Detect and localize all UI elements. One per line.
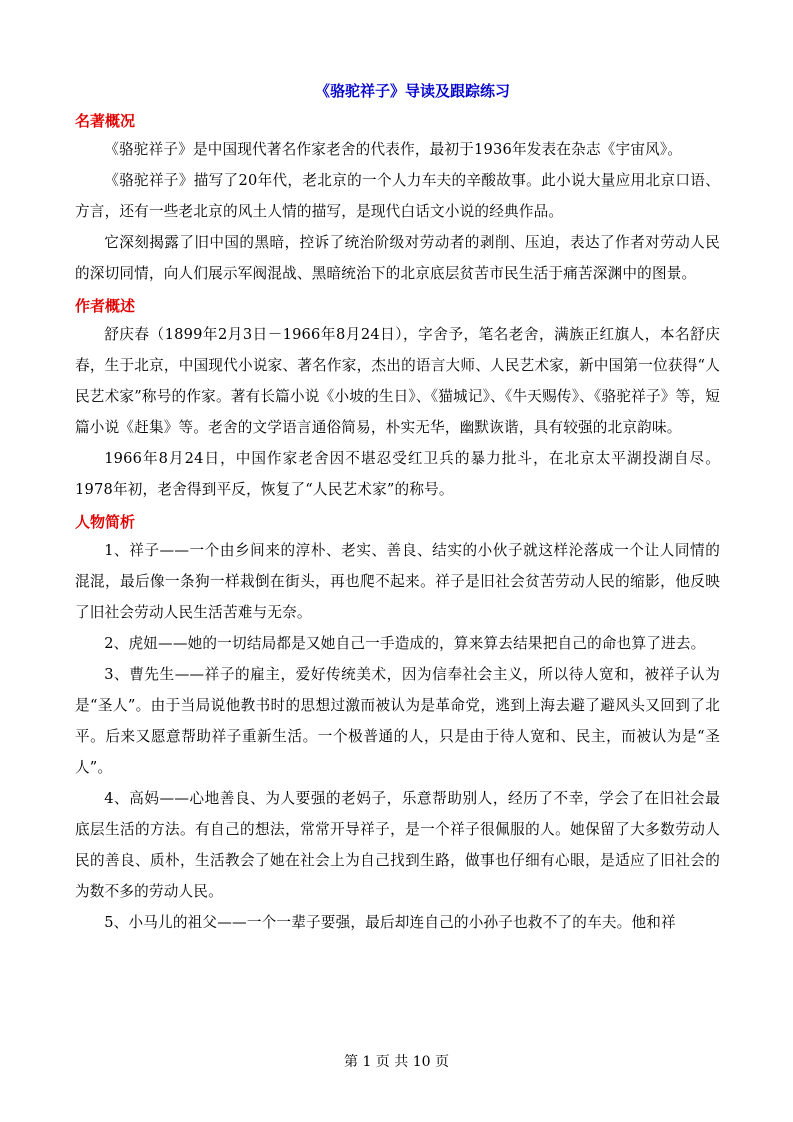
document-title: 《骆驼祥子》导读及跟踪练习 — [314, 82, 510, 100]
paragraph: 《骆驼祥子》描写了20年代，老北京的一个人力车夫的辛酸故事。此小说大量应用北京口语、方言，还有一些老北京的风土人情的描写，是现代白话文小说的经典作品。 — [75, 172, 720, 220]
section-heading-overview: 名著概况 — [75, 112, 136, 130]
paragraph: 舒庆春（1899年2月3日－1966年8月24日），字舍予，笔名老舍，满族正红旗人，本名舒庆春，生于北京，中国现代小说家、著名作家，杰出的语言大师、人民艺术家，新中国第一位获得“人民艺术家”称号的作家。著有长篇小说《小坡的生日》、《猫城记》、《牛天赐传》、《骆驼祥子》等，短篇小说《赶集》等。老舍的文学语言通俗简易，朴实无华，幽默诙谐，具有较强的北京韵味。 — [75, 326, 720, 436]
paragraph: 《骆驼祥子》是中国现代著名作家老舍的代表作，最初于1936年发表在杂志《宇宙风》。 — [104, 141, 683, 158]
paragraph: 它深刻揭露了旧中国的黑暗，控诉了统治阶级对劳动者的剥削、压迫，表达了作者对劳动人民的深切同情，向人们展示军阀混战、黑暗统治下的北京底层贫苦市民生活于痛苦深渊中的图景。 — [75, 234, 720, 282]
section-heading-characters: 人物简析 — [75, 513, 136, 531]
section-heading-author: 作者概述 — [75, 297, 136, 315]
paragraph: 3、曹先生——祥子的雇主，爱好传统美术，因为信奉社会主义，所以待人宽和，被祥子认为是“圣人”。由于当局说他教书时的思想过激而被认为是革命党，逃到上海去避了避风头又回到了北平。后来又愿意帮助祥子重新生活。一个极普通的人，只是由于待人宽和、民主，而被认为是“圣人”。 — [75, 666, 720, 776]
document-page — [75, 78, 720, 938]
paragraph: 4、高妈——心地善良、为人要强的老妈子，乐意帮助别人，经历了不幸，学会了在旧社会最底层生活的方法。有自己的想法，常常开导祥子，是一个祥子很佩服的人。她保留了大多数劳动人民的善良、质朴，生活教会了她在社会上为自己找到生路，做事也仔细有心眼，是适应了旧社会的为数不多的劳动人民。 — [75, 790, 720, 900]
paragraph: 5、小马儿的祖父——一个一辈子要强，最后却连自己的小孙子也救不了的车夫。他和祥 — [104, 914, 676, 931]
page-number-footer: 第 1 页 共 10 页 — [344, 1054, 449, 1070]
paragraph: 2、虎妞——她的一切结局都是又她自己一手造成的，算来算去结果把自己的命也算了进去。 — [104, 635, 706, 652]
paragraph: 1、祥子——一个由乡间来的淳朴、老实、善良、结实的小伙子就这样沦落成一个让人同情的混混，最后像一条狗一样栽倒在街头，再也爬不起来。祥子是旧社会贫苦劳动人民的缩影，他反映了旧社会劳动人民生活苦难与无奈。 — [75, 542, 720, 621]
paragraph: 1966年8月24日，中国作家老舍因不堪忍受红卫兵的暴力批斗，在北京太平湖投湖自尽。1978年初，老舍得到平反，恢复了“人民艺术家”的称号。 — [75, 450, 720, 498]
